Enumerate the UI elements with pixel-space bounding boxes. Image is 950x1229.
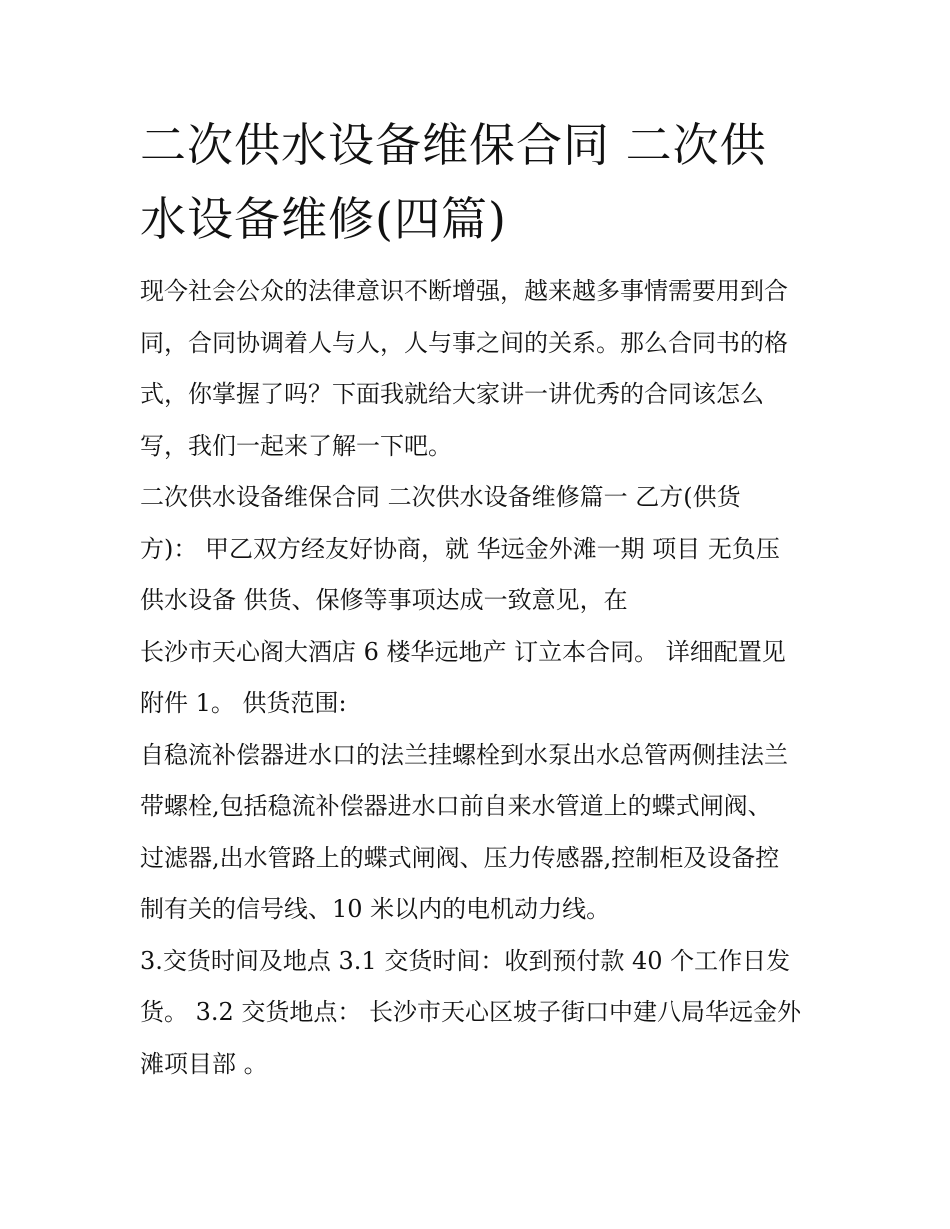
- text-line: 过滤器,出水管路上的蝶式闸阀、压力传感器,控制柜及设备控: [140, 843, 780, 872]
- paragraph-intro: [140, 266, 820, 472]
- text-line: 同，合同协调着人与人，人与事之间的关系。那么合同书的格: [140, 328, 788, 357]
- paragraph-supply-scope: [140, 730, 820, 936]
- text-line: 货。 3.2 交货地点： 长沙市天心区坡子街口中建八局华远金外: [140, 998, 802, 1026]
- text-line: 3.交货时间及地点 3.1 交货时间：收到预付款 40 个工作日发: [140, 946, 791, 975]
- text-line: 制有关的信号线、10 米以内的电机动力线。: [140, 895, 611, 923]
- title-line: 水设备维修(四篇): [140, 192, 507, 246]
- title-line: 二次供水设备维保合同 二次供: [140, 118, 767, 172]
- text-line: 自稳流补偿器进水口的法兰挂螺栓到水泵出水总管两侧挂法兰: [140, 740, 788, 769]
- document-title: [140, 108, 820, 256]
- text-line: 二次供水设备维保合同 二次供水设备维修篇一 乙方(供货: [140, 483, 741, 511]
- text-line: 供水设备 供货、保修等事项达成一致意见，在: [140, 586, 628, 614]
- paragraph-delivery: [140, 936, 820, 1091]
- text-line: 现今社会公众的法律意识不断增强，越来越多事情需要用到合: [140, 277, 788, 305]
- document-content: [140, 108, 820, 1090]
- text-line: 式，你掌握了吗？下面我就给大家讲一讲优秀的合同该怎么: [140, 380, 764, 408]
- text-line: 写，我们一起来了解一下吧。: [140, 431, 452, 460]
- text-line: 带螺栓,包括稳流补偿器进水口前自来水管道上的蝶式闸阀、: [140, 792, 772, 820]
- text-line: 附件 1。 供货范围:: [140, 689, 347, 717]
- document-body: [140, 266, 820, 1090]
- text-line: 方)： 甲乙双方经友好协商，就 华远金外滩一期 项目 无负压: [140, 534, 780, 563]
- paragraph-contract-parties: [140, 472, 820, 730]
- text-line: 长沙市天心阁大酒店 6 楼华远地产 订立本合同。 详细配置见: [140, 637, 786, 666]
- text-line: 滩项目部 。: [140, 1049, 268, 1078]
